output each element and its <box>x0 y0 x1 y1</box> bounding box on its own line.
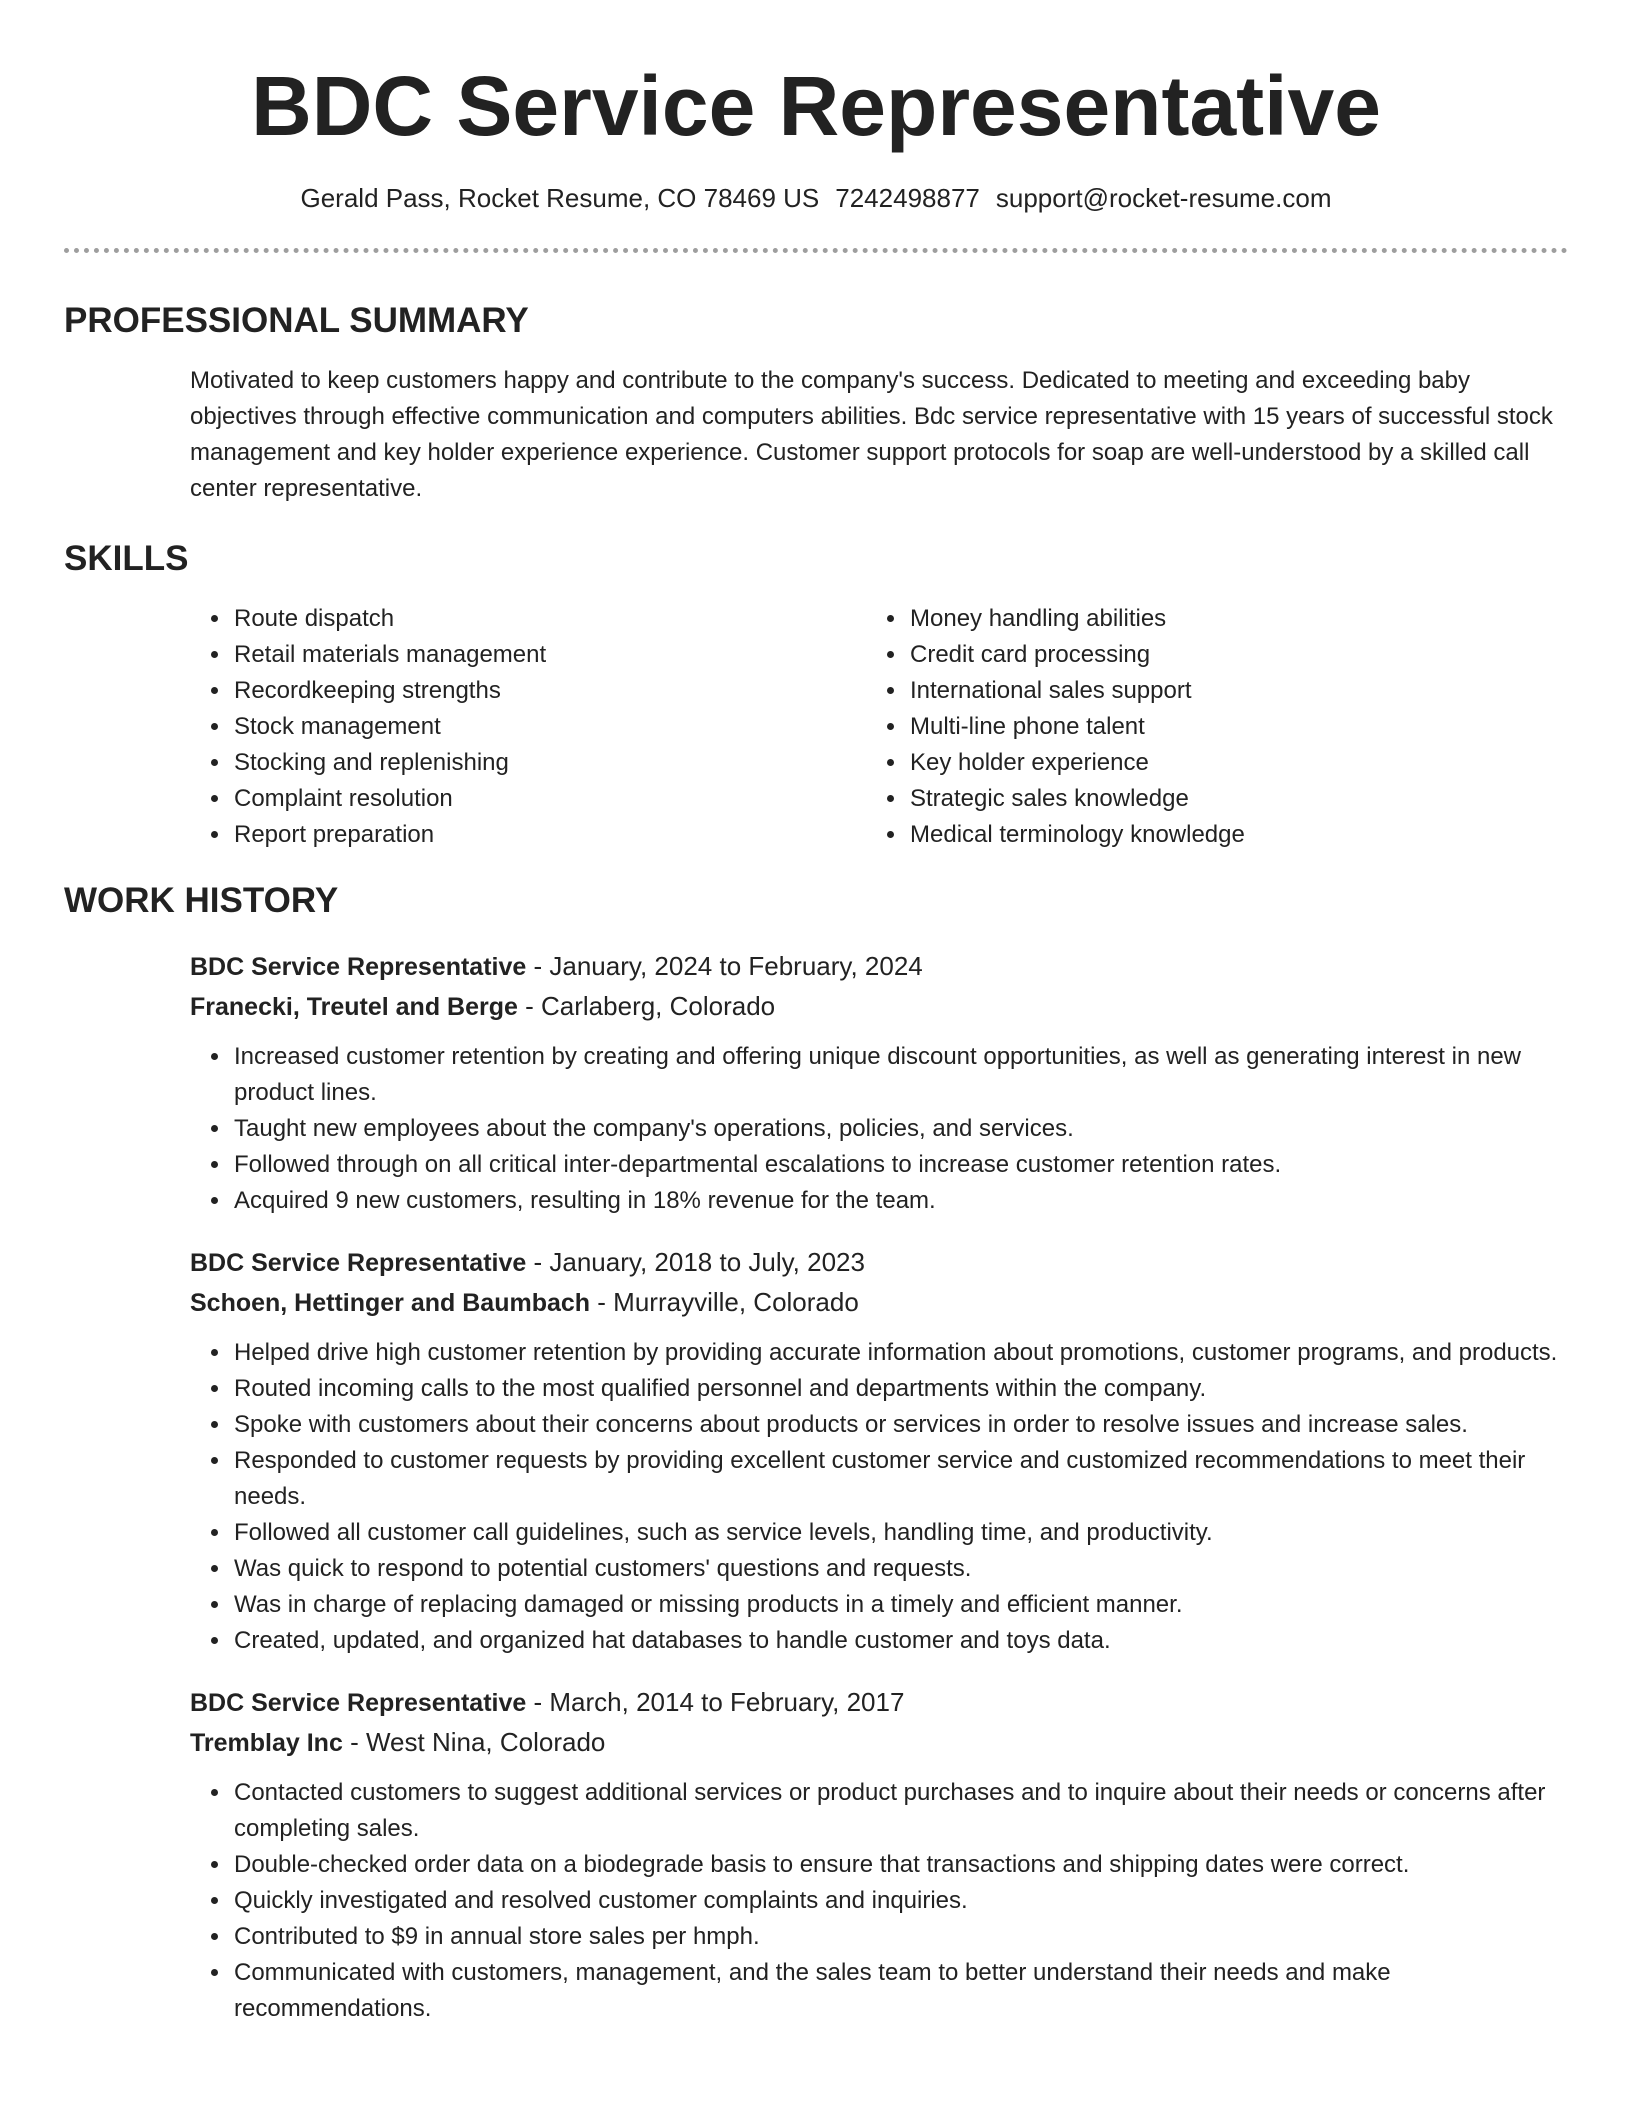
job-bullet: • Acquired 9 new customers, resulting in 18% revenue for the team. <box>232 1183 1580 1219</box>
job-bullet: • Followed all customer call guidelines, such as service levels, handling time, and productivity. <box>232 1515 1580 1551</box>
job-title-line <box>190 947 1568 987</box>
job-bullets <box>190 1039 1580 1219</box>
job-bullet: • Routed incoming calls to the most qualified personnel and departments within the company. <box>232 1371 1580 1407</box>
job-bullet: • Created, updated, and organized hat databases to handle customer and toys data. <box>232 1623 1580 1659</box>
job-dates: - January, 2018 to July, 2023 <box>526 1247 865 1277</box>
job-location: - Carlaberg, Colorado <box>517 991 776 1021</box>
job-bullet: • Spoke with customers about their concerns about products or services in order to resolve issues and increase sales. <box>232 1407 1580 1443</box>
skill-item: • Report preparation <box>232 817 866 853</box>
skill-item: • Recordkeeping strengths <box>232 673 866 709</box>
job-entry <box>190 1243 1568 1659</box>
job-bullet: • Followed through on all critical inter-departmental escalations to increase customer retention rates. <box>232 1147 1580 1183</box>
job-location: - Murrayville, Colorado <box>590 1287 859 1317</box>
job-bullet: • Communicated with customers, management, and the sales team to better understand their needs and make recommendations. <box>232 1955 1580 2027</box>
job-bullet: • Helped drive high customer retention by providing accurate information about promotions, customer programs, and products. <box>232 1335 1580 1371</box>
job-bullet: • Increased customer retention by creating and offering unique discount opportunities, as well as generating interest in new product lines. <box>232 1039 1580 1111</box>
job-dates: - January, 2024 to February, 2024 <box>526 951 923 981</box>
contact-address: Gerald Pass, Rocket Resume, CO 78469 US <box>300 183 820 213</box>
skills-column-left <box>190 601 866 853</box>
job-title: BDC Service Representative <box>190 1249 527 1277</box>
skill-item: • Retail materials management <box>232 637 866 673</box>
professional-summary-section <box>64 299 1568 507</box>
job-bullets <box>190 1335 1580 1659</box>
skill-item: • Stock management <box>232 709 866 745</box>
job-entry <box>190 947 1568 1219</box>
job-title-line <box>190 1243 1568 1283</box>
section-heading: WORK HISTORY <box>64 881 339 920</box>
skill-item: • Medical terminology knowledge <box>908 817 1542 853</box>
job-company-line <box>190 987 1568 1027</box>
job-company-line <box>190 1283 1568 1323</box>
job-title-line <box>190 1683 1568 1723</box>
job-bullet: • Taught new employees about the company's operations, policies, and services. <box>232 1111 1580 1147</box>
job-bullet: • Was quick to respond to potential customers' questions and requests. <box>232 1551 1580 1587</box>
skill-item: • Credit card processing <box>908 637 1542 673</box>
job-title: BDC Service Representative <box>190 953 527 981</box>
job-company: Franecki, Treutel and Berge <box>190 993 518 1021</box>
skills-column-right <box>866 601 1542 853</box>
skills-grid <box>190 601 1568 853</box>
job-company-line <box>190 1723 1568 1763</box>
skills-section <box>64 537 1568 853</box>
work-history-section <box>64 879 1568 2027</box>
job-title: BDC Service Representative <box>190 1689 527 1717</box>
resume-title: BDC Service Representative <box>251 59 1381 153</box>
section-heading: SKILLS <box>64 539 189 578</box>
job-location: - West Nina, Colorado <box>342 1727 606 1757</box>
header-divider <box>64 248 1568 253</box>
skill-item: • Key holder experience <box>908 745 1542 781</box>
contact-line <box>64 182 1568 214</box>
skill-item: • Strategic sales knowledge <box>908 781 1542 817</box>
job-bullet: • Was in charge of replacing damaged or missing products in a timely and efficient manner. <box>232 1587 1580 1623</box>
job-bullet: • Double-checked order data on a biodegrade basis to ensure that transactions and shipping dates were correct. <box>232 1847 1580 1883</box>
job-bullet: • Responded to customer requests by providing excellent customer service and customized recommendations to meet their needs. <box>232 1443 1580 1515</box>
job-entry <box>190 1683 1568 2027</box>
contact-email: support@rocket-resume.com <box>995 183 1332 213</box>
job-bullet: • Contacted customers to suggest additional services or product purchases and to inquire about their needs or concerns after completing sales. <box>232 1775 1580 1847</box>
contact-phone: 7242498877 <box>835 183 980 213</box>
job-company: Schoen, Hettinger and Baumbach <box>190 1289 591 1317</box>
skill-item: • Complaint resolution <box>232 781 866 817</box>
job-bullets <box>190 1775 1580 2027</box>
skill-item: • Route dispatch <box>232 601 866 637</box>
skill-item: • Multi-line phone talent <box>908 709 1542 745</box>
skill-item: • International sales support <box>908 673 1542 709</box>
skill-item: • Money handling abilities <box>908 601 1542 637</box>
job-bullet: • Quickly investigated and resolved customer complaints and inquiries. <box>232 1883 1580 1919</box>
section-heading: PROFESSIONAL SUMMARY <box>64 301 529 340</box>
job-dates: - March, 2014 to February, 2017 <box>526 1687 905 1717</box>
job-bullet: • Contributed to $9 in annual store sales per hmph. <box>232 1919 1580 1955</box>
summary-text: Motivated to keep customers happy and contribute to the company's success. Dedicated to meeting and exceeding baby objectives through effective communication and computers abilities. Bdc service representative with 15 years of successful stock management and key holder experience experience. Customer support protocols for soap are well-understood by a skilled call center representative. <box>190 367 1553 502</box>
skill-item: • Stocking and replenishing <box>232 745 866 781</box>
job-company: Tremblay Inc <box>190 1729 343 1757</box>
